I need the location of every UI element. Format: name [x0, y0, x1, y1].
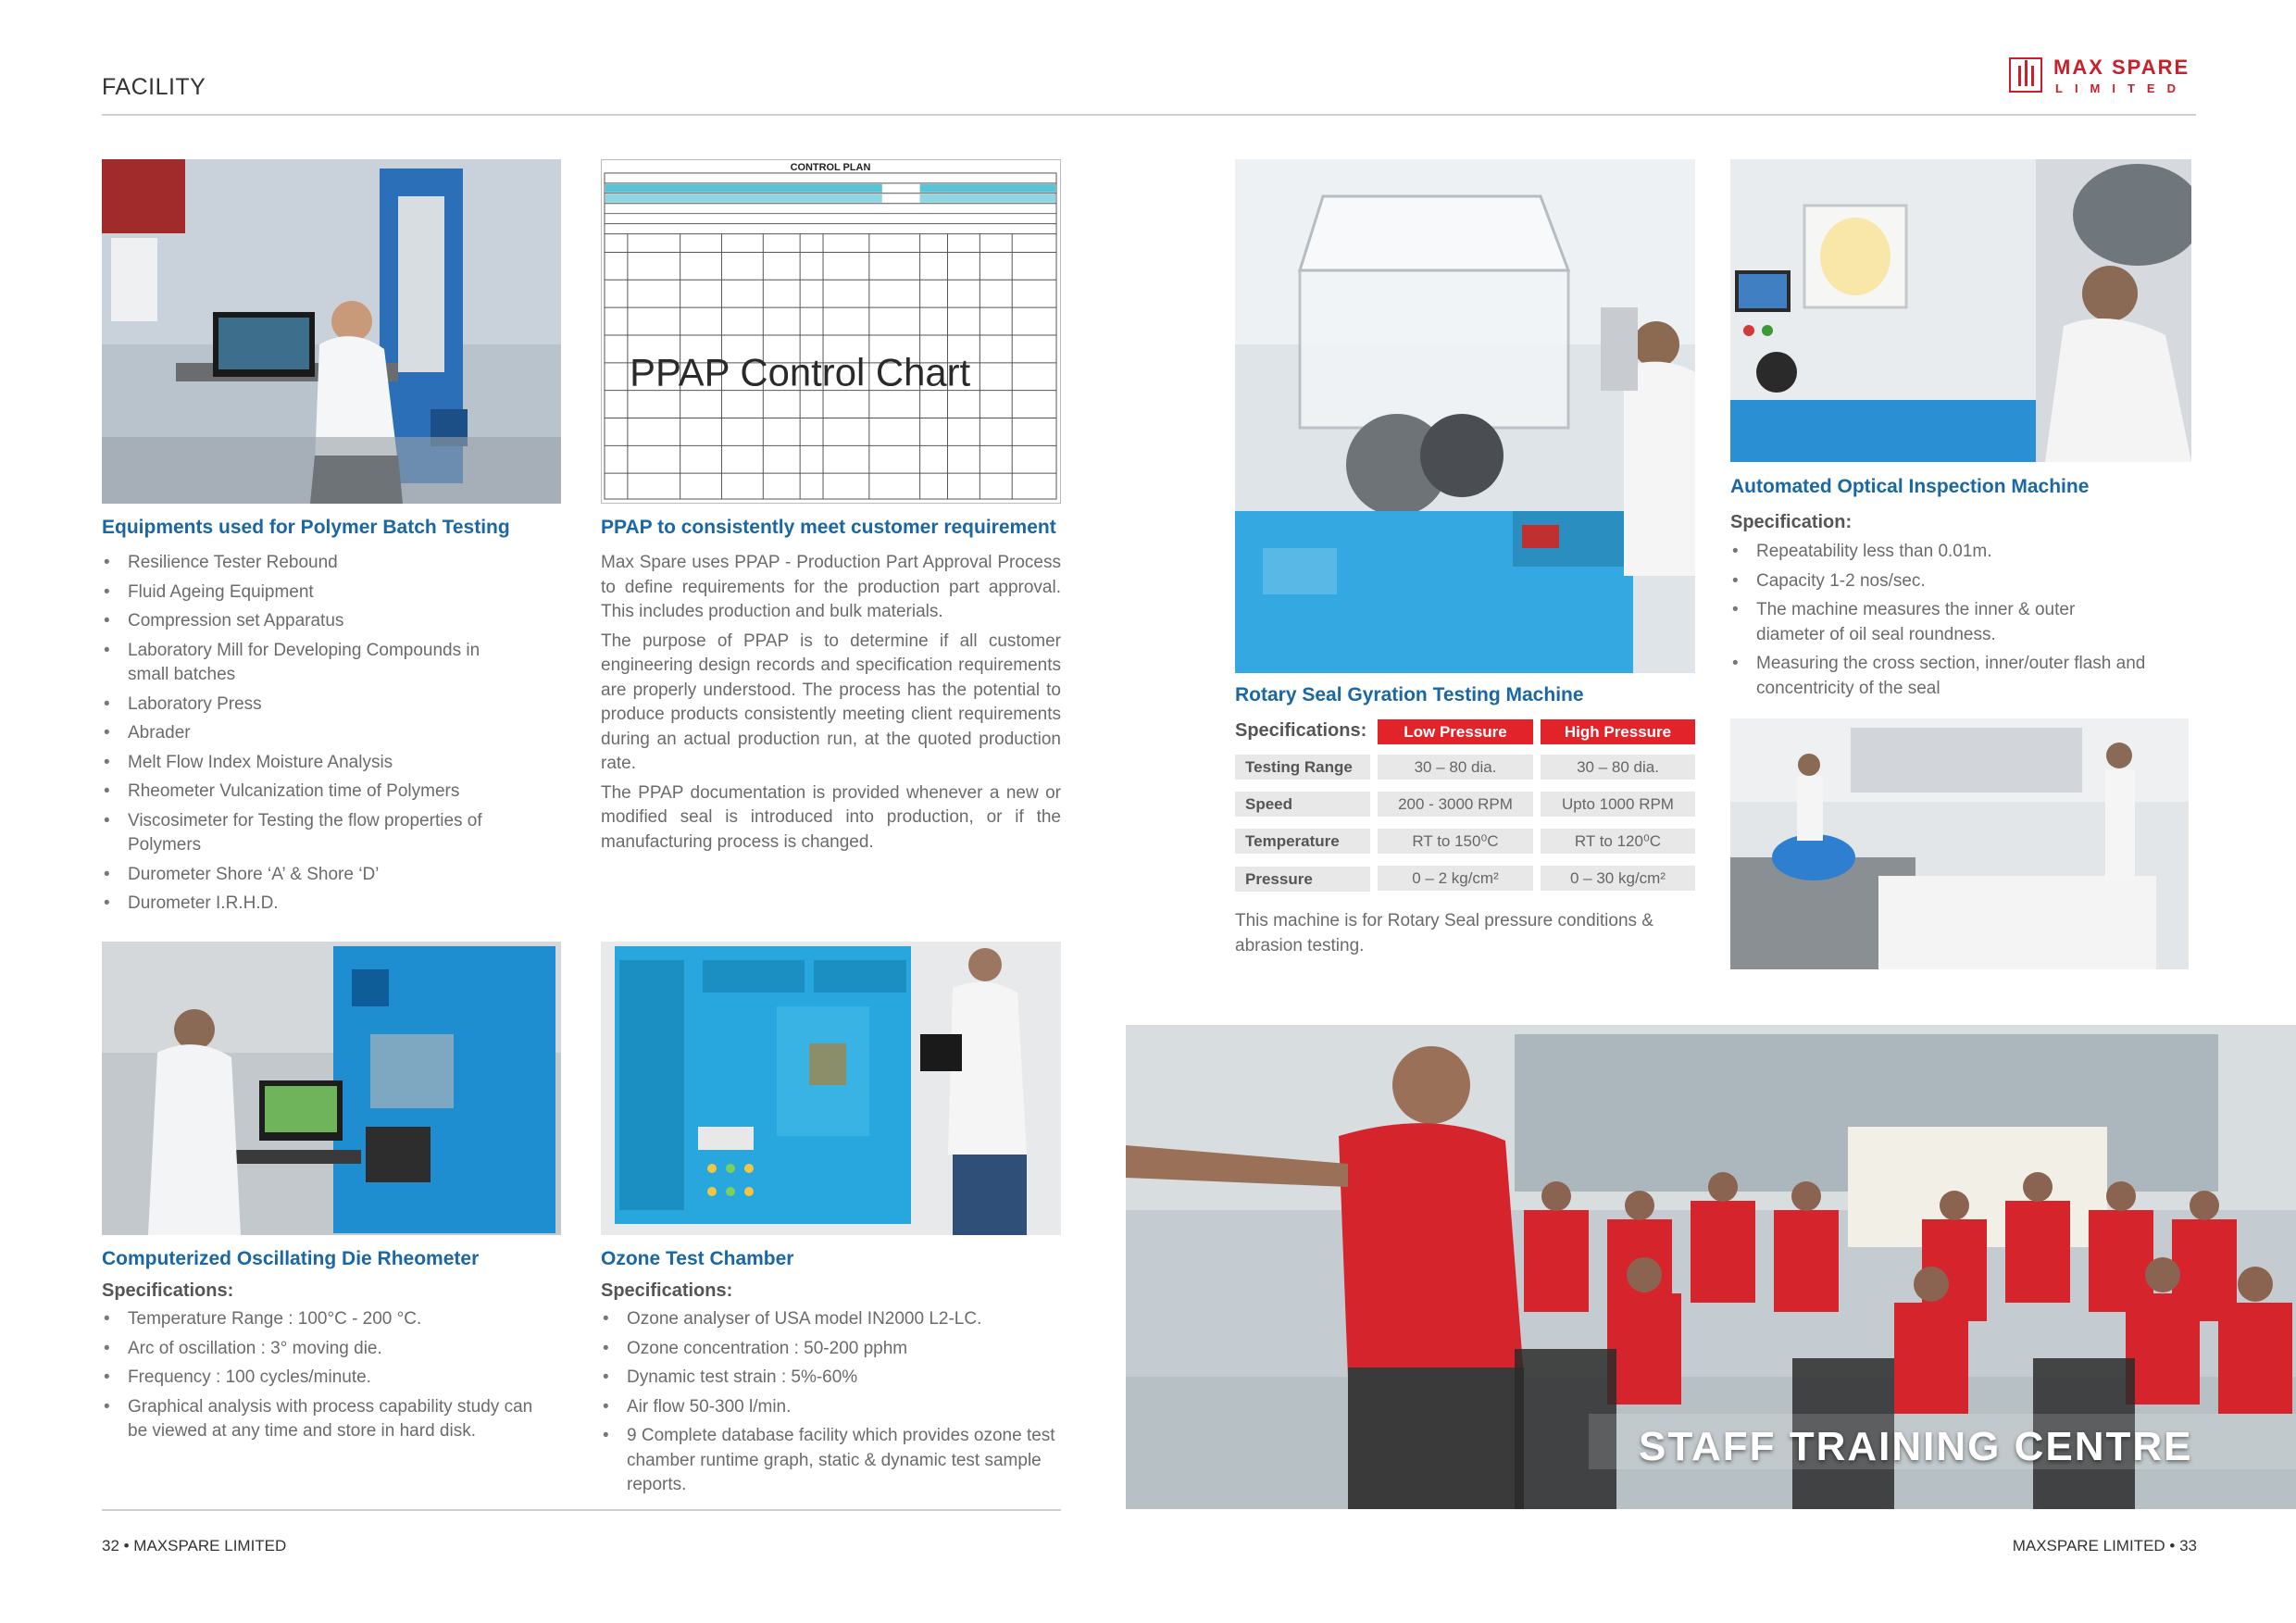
list-item: • The machine measures the inner & outer diameter of oil seal roundness.: [1730, 598, 2147, 647]
spec-row-label: Speed: [1235, 792, 1370, 817]
spec-row-label: Pressure: [1235, 867, 1370, 892]
ppap-paragraph: Max Spare uses PPAP - Production Part Approval Process to define requirements for the production part approval. This includes production and bulk materials.: [601, 553, 1061, 621]
page-title: FACILITY: [102, 74, 206, 100]
ppap-control-plan-image: [601, 159, 1061, 504]
ozone-spec-label: Specifications:: [601, 1280, 733, 1301]
ozone-heading: Ozone Test Chamber: [601, 1248, 794, 1269]
low-pressure-header: Low Pressure: [1378, 719, 1533, 744]
footer-left-page-number: 32 • MAXSPARE LIMITED: [102, 1537, 287, 1554]
spec-cell-high: 30 – 80 dia.: [1541, 755, 1695, 780]
spec-cell-high: Upto 1000 RPM: [1541, 792, 1695, 817]
ppap-form-title: CONTROL PLAN: [790, 161, 871, 173]
spec-cell-low: 200 - 3000 RPM: [1378, 792, 1533, 817]
optical-spec-list: [1730, 540, 2147, 705]
list-item: • Melt Flow Index Moisture Analysis: [102, 751, 509, 776]
list-item: • Laboratory Press: [102, 693, 509, 718]
optical-heading: Automated Optical Inspection Machine: [1730, 476, 2090, 497]
ppap-paragraph: The PPAP documentation is provided whenever a new or modified seal is introduced into production, or if the manufacturing process is changed.: [601, 782, 1061, 852]
ppap-description: [601, 551, 1061, 859]
logo-mark-icon: [2009, 57, 2042, 93]
spec-cell-low: 0 – 2 kg/cm²: [1378, 866, 1533, 891]
list-item: • Compression set Apparatus: [102, 609, 509, 634]
list-item: • 9 Complete database facility which provides ozone test chamber runtime graph, static & dynamic test sample reports.: [601, 1424, 1061, 1498]
list-item: • Temperature Range : 100°C - 200 °C.: [102, 1307, 537, 1332]
list-item: • Graphical analysis with process capability study can be viewed at any time and store in hard disk.: [102, 1395, 537, 1444]
list-item: • Fluid Ageing Equipment: [102, 581, 509, 606]
polymer-heading: Equipments used for Polymer Batch Testing: [102, 517, 510, 538]
footer-right-page-number: MAXSPARE LIMITED • 33: [2012, 1537, 2197, 1554]
spec-row-label: Temperature: [1235, 829, 1370, 854]
list-item: • Resilience Tester Rebound: [102, 551, 509, 576]
list-item: • Dynamic test strain : 5%-60%: [601, 1366, 1061, 1391]
spec-row-label: Testing Range: [1235, 755, 1370, 780]
logo-subtitle: LIMITED: [2055, 81, 2188, 95]
spec-cell-high: 0 – 30 kg/cm²: [1541, 866, 1695, 891]
ozone-chamber-photo: [601, 942, 1061, 1235]
list-item: • Frequency : 100 cycles/minute.: [102, 1366, 537, 1391]
rotary-seal-machine-photo: [1235, 159, 1695, 673]
rotary-note: This machine is for Rotary Seal pressure conditions & abrasion testing.: [1235, 911, 1653, 955]
rotary-spec-label: Specifications:: [1235, 720, 1367, 741]
bottom-divider: [102, 1509, 1061, 1511]
rheometer-spec-list: [102, 1307, 537, 1449]
optical-spec-label: Specification:: [1730, 512, 1853, 532]
list-item: • Abrader: [102, 721, 509, 746]
company-logo: [2009, 56, 2199, 100]
ppap-paragraph: The purpose of PPAP is to determine if all customer engineering design records and specification requirements are properly understood. The process has the potential to produce products consistently meeting client requirements during an actual production run, at the quoted production rate.: [601, 630, 1061, 773]
list-item: • Repeatability less than 0.01m.: [1730, 540, 2147, 565]
rotary-heading: Rotary Seal Gyration Testing Machine: [1235, 684, 1584, 705]
optical-inspection-photo: [1730, 159, 2191, 462]
list-item: • Ozone concentration : 50-200 pphm: [601, 1337, 1061, 1362]
list-item: • Air flow 50-300 l/min.: [601, 1395, 1061, 1420]
ozone-spec-list: [601, 1307, 1061, 1503]
ppap-heading: PPAP to consistently meet customer requirement: [601, 517, 1056, 538]
list-item: • Durometer I.R.H.D.: [102, 892, 509, 917]
list-item: • Rheometer Vulcanization time of Polymers: [102, 780, 509, 805]
list-item: • Ozone analyser of USA model IN2000 L2-LC.: [601, 1307, 1061, 1332]
rheometer-heading: Computerized Oscillating Die Rheometer: [102, 1248, 480, 1269]
training-centre-title: STAFF TRAINING CENTRE: [1639, 1424, 2193, 1469]
header-divider: [102, 114, 2196, 116]
spec-cell-high: RT to 120⁰C: [1541, 829, 1695, 854]
spec-cell-low: RT to 150⁰C: [1378, 829, 1533, 854]
rheometer-photo: [102, 942, 561, 1235]
list-item: • Viscosimeter for Testing the flow properties of Polymers: [102, 809, 509, 858]
list-item: • Laboratory Mill for Developing Compounds in small batches: [102, 639, 509, 688]
laboratory-photo: [1730, 718, 2189, 969]
logo-name: MAX SPARE: [2053, 56, 2190, 79]
polymer-equipment-list: [102, 551, 509, 921]
ppap-image-caption: PPAP Control Chart: [630, 350, 971, 394]
rheometer-spec-label: Specifications:: [102, 1280, 234, 1301]
list-item: • Measuring the cross section, inner/outer flash and concentricity of the seal: [1730, 652, 2147, 701]
list-item: • Capacity 1-2 nos/sec.: [1730, 569, 2147, 594]
list-item: • Arc of oscillation : 3° moving die.: [102, 1337, 537, 1362]
high-pressure-header: High Pressure: [1541, 719, 1695, 744]
list-item: • Durometer Shore ‘A’ & Shore ‘D’: [102, 863, 509, 888]
polymer-lab-photo: [102, 159, 561, 504]
spec-cell-low: 30 – 80 dia.: [1378, 755, 1533, 780]
